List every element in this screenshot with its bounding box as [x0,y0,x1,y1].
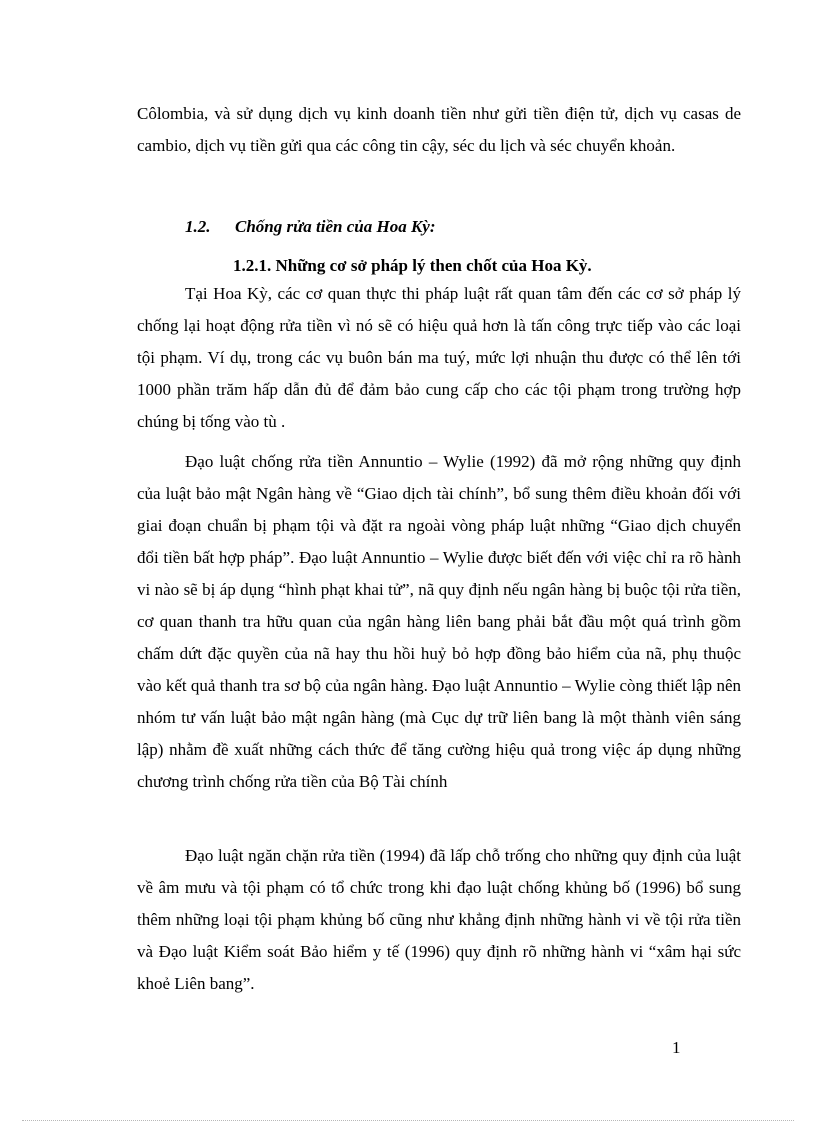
page-bottom-divider [22,1120,794,1121]
section-title: Chống rửa tiền của Hoa Kỳ: [235,217,436,236]
page-number: 1 [672,1038,681,1057]
section-heading [185,213,436,241]
section-number: 1.2. [185,217,211,236]
subsection-heading: 1.2.1. Những cơ sở pháp lý then chốt của Hoa Kỳ. [233,256,592,275]
paragraph-prevention-act: Đạo luật ngăn chặn rửa tiền (1994) đã lấp chỗ trống cho những quy định của luật về âm mưu và tội phạm có tổ chức trong khi đạo luật chống khủng bố (1996) bổ sung thêm những loại tội phạm khủng bố cũng như khẳng định những hành vi về tội rửa tiền và Đạo luật Kiểm soát Bảo hiểm y tế (1996) quy định rõ những hành vi “xâm hại sức khoẻ Liên bang”. [137,846,741,993]
paragraph-us-legal-basis: Tại Hoa Kỳ, các cơ quan thực thi pháp luật rất quan tâm đến các cơ sở pháp lý chống lại hoạt động rửa tiền vì nó sẽ có hiệu quả hơn là tấn công trực tiếp vào các loại tội phạm. Ví dụ, trong các vụ buôn bán ma tuý, mức lợi nhuận thu được có thể lên tới 1000 phần trăm hấp dẫn đủ để đảm bảo cung cấp cho các tội phạm trong trường hợp chúng bị tống vào tù . [137,284,741,431]
paragraph-annuntio-wylie-act: Đạo luật chống rửa tiền Annuntio – Wylie (1992) đã mở rộng những quy định của luật bảo mật Ngân hàng về “Giao dịch tài chính”, bổ sung thêm điều khoản đối với giai đoạn chuẩn bị phạm tội và đặt ra ngoài vòng pháp luật những “Giao dịch chuyển đổi tiền bất hợp pháp”. Đạo luật Annuntio – Wylie được biết đến với việc chỉ ra rõ hành vi nào sẽ bị áp dụng “hình phạt khai tử”, nã quy định nếu ngân hàng bị buộc tội rửa tiền, cơ quan thanh tra hữu quan của ngân hàng liên bang phải bắt đầu một quá trình gồm chấm dứt đặc quyền của nã hay thu hồi huỷ bỏ hợp đồng bảo hiểm của nã, phụ thuộc vào kết quả thanh tra sơ bộ của ngân hàng. Đạo luật Annuntio – Wylie còng thiết lập nên nhóm tư vấn luật bảo mật ngân hàng (mà Cục dự trữ liên bang là một thành viên sáng lập) nhằm đề xuất những cách thức để tăng cường hiệu quả trong việc áp dụng những chương trình chống rửa tiền của Bộ Tài chính [137,452,741,791]
paragraph-intro-continuation: Côlombia, và sử dụng dịch vụ kinh doanh tiền như gửi tiền điện tử, dịch vụ casas de cambio, dịch vụ tiền gửi qua các công tin cậy, séc du lịch và séc chuyển khoản. [137,104,741,155]
